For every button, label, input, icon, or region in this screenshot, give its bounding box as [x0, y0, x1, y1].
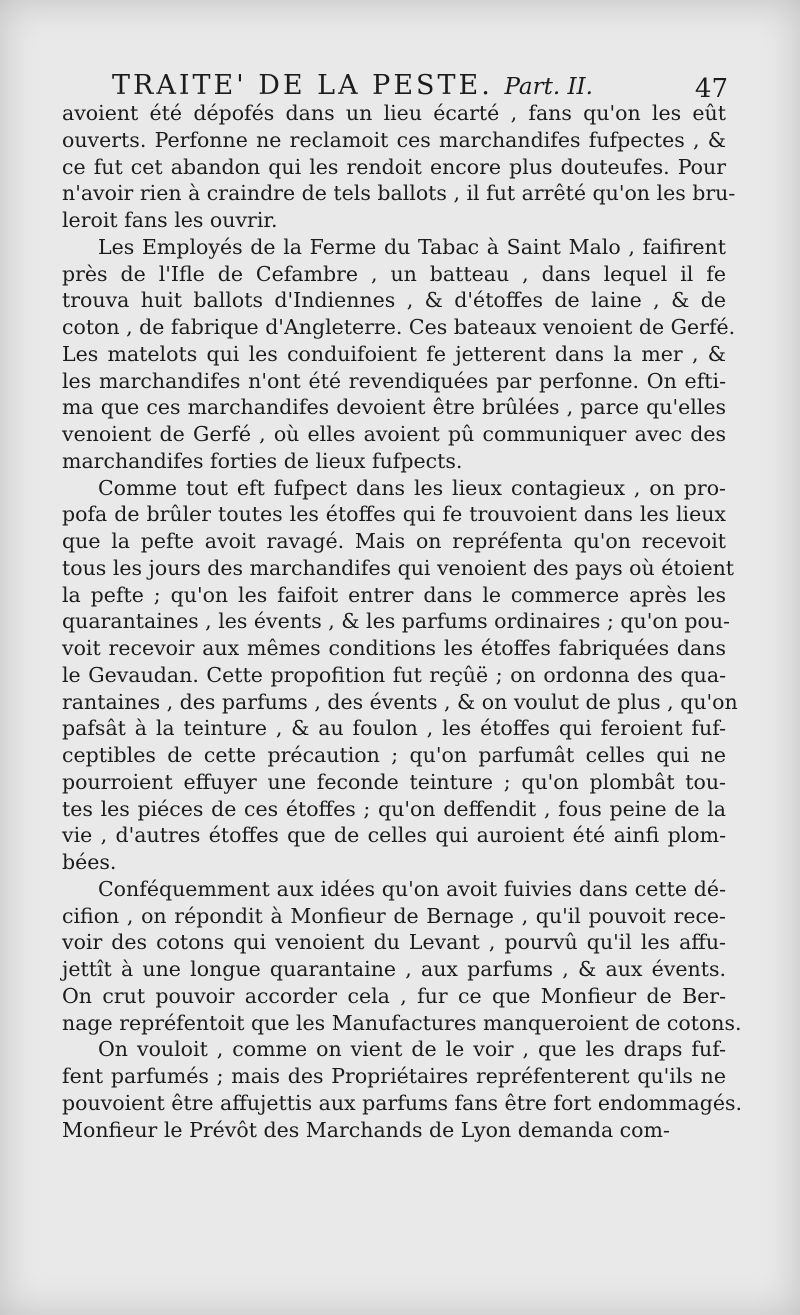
text-line: nage repréfentoit que les Manufactures manqueroient de cotons.	[62, 1010, 742, 1035]
paragraph	[62, 1036, 743, 1143]
text-line: voit recevoir aux mêmes conditions les étoffes fabriquées dans	[62, 636, 726, 660]
text-line: cifion , on répondit à Monfieur de Bernage , qu'il pouvoit rece-	[62, 903, 726, 928]
text-line: Les Employés de la Ferme du Tabac à Saint Malo , faifirent	[98, 234, 726, 259]
text-line: voir des cotons qui venoient du Levant , pourvû qu'il les affu-	[62, 930, 726, 955]
text-line: bées.	[62, 850, 117, 874]
text-line: vie , d'autres étoffes que de celles qui auroient été ainfi plom-	[62, 823, 726, 848]
text-line: ce fut cet abandon qui les rendoit encore plus douteufes. Pour	[62, 154, 726, 179]
text-line: avoient été dépofés dans un lieu écarté , fans qu'on les eût	[62, 101, 726, 125]
text-line: la pefte ; qu'on les faifoit entrer dans le commerce après les	[62, 582, 726, 607]
text-line: On crut pouvoir accorder cela , fur ce que Monfieur de Ber-	[62, 983, 726, 1008]
running-title	[112, 70, 593, 101]
text-line: les marchandifes n'ont été revendiquées par perfonne. On efti-	[62, 368, 726, 393]
body-text	[62, 100, 743, 1143]
text-line: pofa de brûler toutes les étoffes qui fe trouvoient dans les lieux	[62, 502, 726, 527]
text-line: près de l'Ifle de Cefambre , un batteau , dans lequel il fe	[62, 261, 726, 286]
running-title-text: TRAITE' DE LA PESTE.	[112, 70, 493, 101]
text-line: fent parfumés ; mais des Propriétaires repréfenterent qu'ils ne	[62, 1064, 726, 1088]
text-line: ma que ces marchandifes devoient être brûlées , parce qu'elles	[62, 395, 726, 420]
text-line: quarantaines , les évents , & les parfums ordinaires ; qu'on pou-	[62, 609, 730, 634]
text-line: Comme tout eft fufpect dans les lieux contagieux , on pro-	[98, 475, 726, 500]
text-line: tes les piéces de ces étoffes ; qu'on deffendit , fous peine de la	[62, 796, 726, 821]
text-line: n'avoir rien à craindre de tels ballots , il fut arrêté qu'on les bru-	[62, 181, 736, 206]
paragraph	[62, 475, 738, 876]
text-line: ouverts. Perfonne ne reclamoit ces marchandifes fufpectes , &	[62, 127, 726, 152]
text-line: pafsât à la teinture , & au foulon , les étoffes qui feroient fuf-	[62, 716, 726, 741]
text-line: venoient de Gerfé , où elles avoient pû communiquer avec des	[62, 422, 726, 446]
text-line: Les matelots qui les conduifoient fe jetterent dans la mer , &	[62, 341, 726, 366]
text-line: le Gevaudan. Cette propofition fut reçûë ; on ordonna des qua-	[62, 662, 726, 687]
text-line: Conféquemment aux idées qu'on avoit fuivies dans cette dé-	[98, 876, 726, 901]
text-line: tous les jours des marchandifes qui venoient des pays où étoient	[62, 555, 735, 580]
running-title-part: Part. II.	[504, 74, 593, 100]
text-line: rantaines , des parfums , des évents , & on voulut de plus , qu'on	[62, 689, 738, 714]
paragraph	[62, 100, 736, 234]
text-line: pouvoient être affujettis aux parfums fans être fort endommagés.	[62, 1090, 743, 1115]
text-line: coton , de fabrique d'Angleterre. Ces bateaux venoient de Gerfé.	[62, 315, 736, 339]
text-line: jettît à une longue quarantaine , aux parfums , & aux évents.	[62, 957, 726, 981]
text-line: marchandifes forties de lieux fufpects.	[62, 448, 463, 473]
text-line: On vouloit , comme on vient de le voir , que les draps fuf-	[98, 1037, 726, 1062]
page-number: 47	[694, 74, 728, 104]
text-line: trouva huit ballots d'Indiennes , & d'étoffes de laine , & de	[62, 288, 726, 313]
paragraph	[62, 876, 742, 1037]
text-line: ceptibles de cette précaution ; qu'on parfumât celles qui ne	[62, 743, 726, 767]
text-line: Monfieur le Prévôt des Marchands de Lyon demanda com-	[62, 1117, 670, 1142]
text-line: leroit fans les ouvrir.	[62, 208, 278, 232]
text-line: pourroient effuyer une feconde teinture ; qu'on plombât tou-	[62, 769, 726, 794]
paragraph	[62, 234, 736, 475]
text-line: que la pefte avoit ravagé. Mais on repréfenta qu'on recevoit	[62, 529, 726, 553]
